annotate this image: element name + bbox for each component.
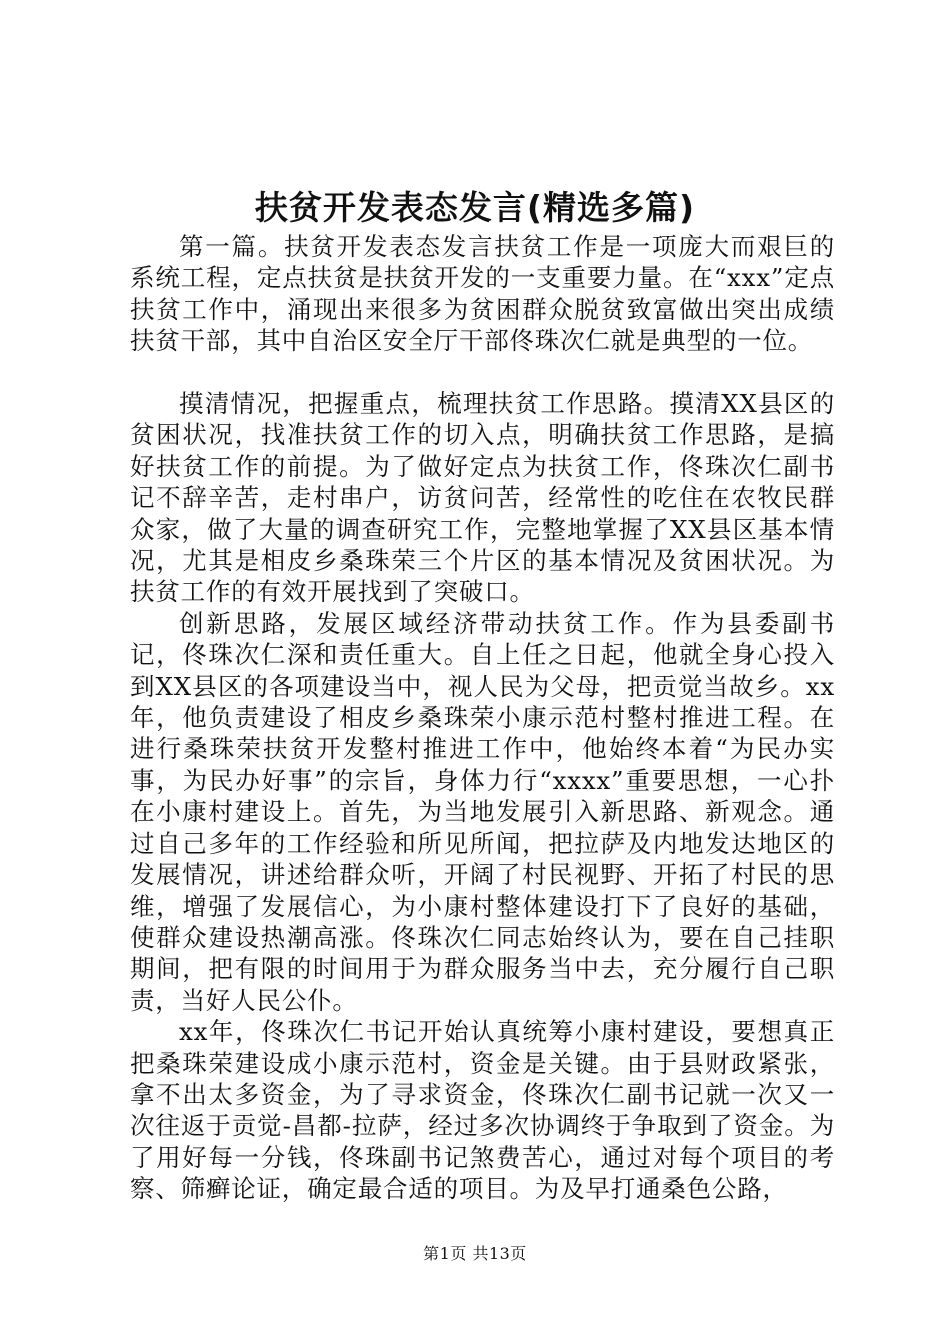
document-title: 扶贫开发表态发言(精选多篇) (254, 188, 696, 227)
paragraph-2: 摸清情况，把握重点，梳理扶贫工作思路。摸清XX县区的贫困状况，找准扶贫工作的切入点，明确扶贫工作思路，是搞好扶贫工作的前提。为了做好定点为扶贫工作，佟珠次仁副书记不辞辛苦，走村串户，访贫问苦，经常性的吃住在农牧民群众家，做了大量的调查研究工作，完整地掌握了XX县区基本情况，尤其是相皮乡桑珠荣三个片区的基本情况及贫困状况。为扶贫工作的有效开展找到了突破口。 (130, 389, 835, 607)
paragraph-4: xx年，佟珠次仁书记开始认真统筹小康村建设，要想真正把桑珠荣建设成小康示范村，资金是关键。由于县财政紧张，拿不出太多资金，为了寻求资金，佟珠次仁副书记就一次又一次往返于贡觉-昌都-拉萨，经过多次协调终于争取到了资金。为了用好每一分钱，佟珠副书记煞费苦心，通过对每个项目的考察、筛癣论证，确定最合适的项目。为及早打通桑色公路， (130, 1017, 835, 1204)
paragraph-1: 第一篇。扶贫开发表态发言扶贫工作是一项庞大而艰巨的系统工程，定点扶贫是扶贫开发的一支重要力量。在“xxx”定点扶贫工作中，涌现出来很多为贫困群众脱贫致富做出突出成绩扶贫干部，其中自治区安全厅干部佟珠次仁就是典型的一位。 (130, 232, 835, 356)
page-number-footer: 第1页 共13页 (423, 1244, 527, 1263)
paragraph-3: 创新思路，发展区域经济带动扶贫工作。作为县委副书记，佟珠次仁深和责任重大。自上任之日起，他就全身心投入到XX县区的各项建设当中，视人民为父母，把贡觉当故乡。xx年，他负责建设了相皮乡桑珠荣小康示范村整村推进工程。在进行桑珠荣扶贫开发整村推进工作中，他始终本着“为民办实事，为民办好事”的宗旨，身体力行“xxxx”重要思想，一心扑在小康村建设上。首先，为当地发展引入新思路、新观念。通过自己多年的工作经验和所见所闻，把拉萨及内地发达地区的发展情况，讲述给群众听，开阔了村民视野、开拓了村民的思维，增强了发展信心，为小康村整体建设打下了良好的基础，使群众建设热潮高涨。佟珠次仁同志始终认为，要在自己挂职期间，把有限的时间用于为群众服务当中去，充分履行自己职责，当好人民公仆。 (130, 608, 835, 1015)
document-body (130, 231, 835, 1205)
